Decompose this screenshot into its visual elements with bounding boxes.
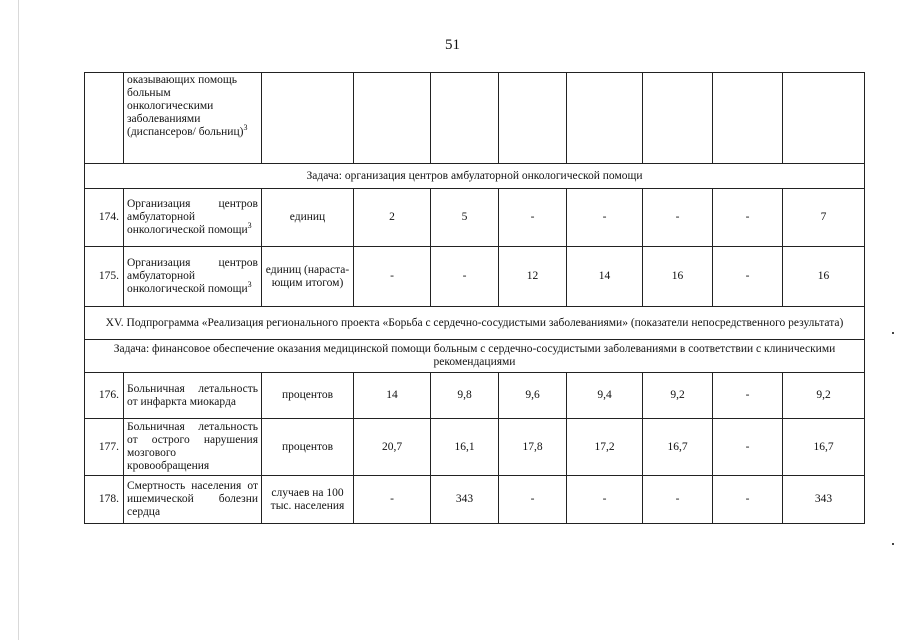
value: - <box>643 476 713 524</box>
value: 20,7 <box>354 419 431 476</box>
value: - <box>567 189 643 247</box>
value: 17,8 <box>499 419 567 476</box>
value-total: 343 <box>783 476 865 524</box>
indicators-table <box>84 72 865 524</box>
value: - <box>643 189 713 247</box>
cell-num <box>85 73 124 164</box>
table-row <box>85 476 865 524</box>
indicator-name: Организация центров амбулаторной онкологической помощи$^3$ <box>124 189 262 247</box>
section-heading: XV. Подпрограмма «Реализация регионального проекта «Борьба с сердечно-сосудистыми заболеваниями» (показатели непосредственного результата) <box>85 307 865 340</box>
value: 16 <box>643 247 713 307</box>
indicator-name: Смертность населения от ишемической болезни сердца <box>124 476 262 524</box>
cell-unit <box>262 73 354 164</box>
value: 17,2 <box>567 419 643 476</box>
value: 343 <box>431 476 499 524</box>
table-row <box>85 419 865 476</box>
page-number: 51 <box>445 37 460 53</box>
table-row <box>85 373 865 419</box>
unit: случаев на 100 тыс. населения <box>262 476 354 524</box>
row-number: 178. <box>85 476 124 524</box>
table-row-continuation <box>85 73 865 164</box>
value: 5 <box>431 189 499 247</box>
value: - <box>499 189 567 247</box>
value: 9,2 <box>643 373 713 419</box>
value: - <box>354 476 431 524</box>
table-row-section <box>85 307 865 340</box>
table-row-task <box>85 164 865 189</box>
value-total: 7 <box>783 189 865 247</box>
unit: единиц <box>262 189 354 247</box>
value: 9,8 <box>431 373 499 419</box>
table-row <box>85 247 865 307</box>
scan-mark <box>892 332 894 334</box>
value: 9,6 <box>499 373 567 419</box>
value: - <box>354 247 431 307</box>
scan-mark <box>892 543 894 545</box>
value: 2 <box>354 189 431 247</box>
value: 12 <box>499 247 567 307</box>
value: 14 <box>567 247 643 307</box>
value: - <box>713 419 783 476</box>
value: 16,7 <box>643 419 713 476</box>
value: 16,1 <box>431 419 499 476</box>
value: - <box>567 476 643 524</box>
row-number: 177. <box>85 419 124 476</box>
value: - <box>431 247 499 307</box>
row-number: 176. <box>85 373 124 419</box>
value: - <box>713 476 783 524</box>
row-number: 174. <box>85 189 124 247</box>
value: - <box>713 373 783 419</box>
task-heading: Задача: организация центров амбулаторной онкологической помощи <box>85 164 865 189</box>
table-row <box>85 189 865 247</box>
indicator-name: Организация центров амбулаторной онкологической помощи$^3$ <box>124 247 262 307</box>
unit: процентов <box>262 419 354 476</box>
unit: процентов <box>262 373 354 419</box>
value: - <box>713 247 783 307</box>
indicator-name: Больничная летальность от инфаркта миокарда <box>124 373 262 419</box>
value: - <box>499 476 567 524</box>
indicator-name: Больничная летальность от острого нарушения мозгового кровообращения <box>124 419 262 476</box>
task-heading: Задача: финансовое обеспечение оказания медицинской помощи больным с сердечно-сосудистыми заболеваниями в соответствии с клиническими рекомендациями <box>85 340 865 373</box>
unit: единиц (нараста-ющим итогом) <box>262 247 354 307</box>
value: 14 <box>354 373 431 419</box>
value-total: 9,2 <box>783 373 865 419</box>
page-left-edge <box>18 0 19 640</box>
value-total: 16 <box>783 247 865 307</box>
table-row-task <box>85 340 865 373</box>
value-total: 16,7 <box>783 419 865 476</box>
value: - <box>713 189 783 247</box>
value: 9,4 <box>567 373 643 419</box>
cell-name: оказывающих помощь больным онкологическими заболеваниями (диспансеров/ больниц)$^3$ <box>124 73 262 164</box>
row-number: 175. <box>85 247 124 307</box>
